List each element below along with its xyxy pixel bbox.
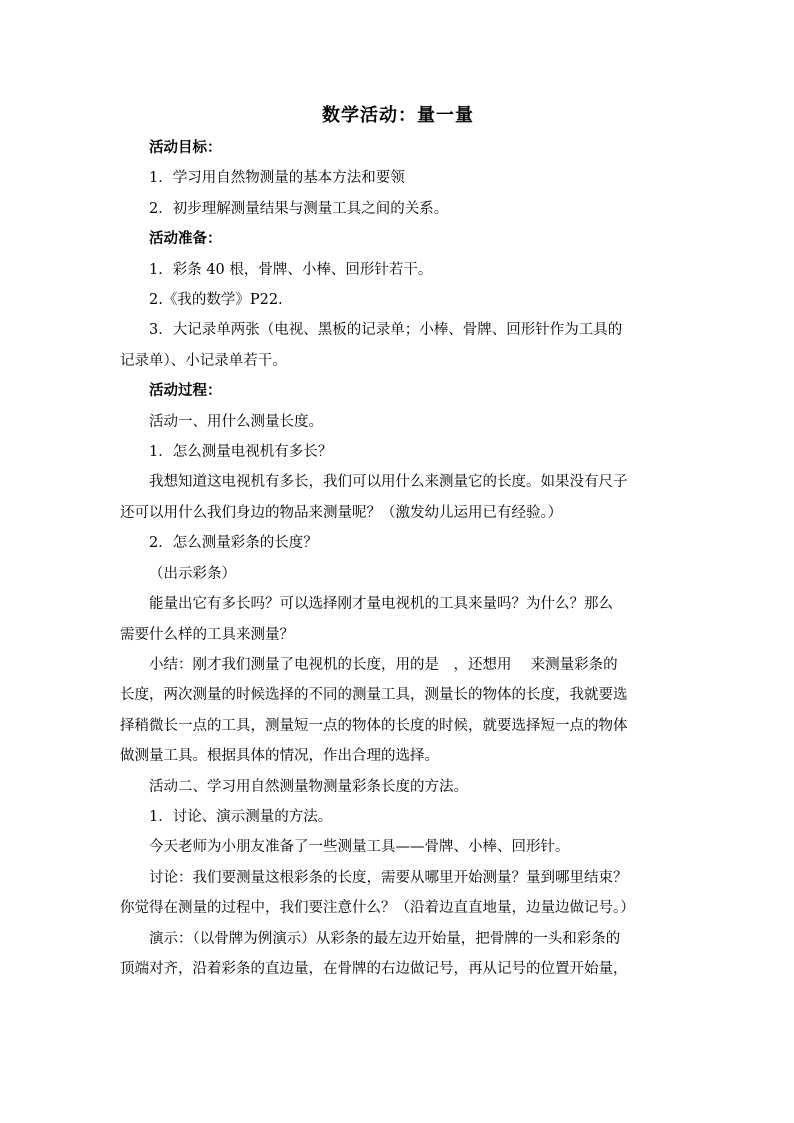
prep-item: 2.《我的数学》P22.: [149, 292, 283, 309]
prep-item: 1．彩条 40 根，骨牌、小棒、回形针若干。: [149, 261, 433, 278]
goals-section: [120, 133, 676, 224]
process-heading: 活动过程：: [149, 382, 222, 400]
goal-item: 2．初步理解测量结果与测量工具之间的关系。: [149, 200, 449, 217]
document-title: 数学活动：量一量: [322, 105, 474, 126]
prep-item-continuation: 记录单）、小记录单若干。: [120, 352, 287, 369]
discussion-line-continuation: 你觉得在测量的过程中，我们要注意什么？（沿着边直直地量，边量边做记号。）: [120, 900, 635, 917]
document-page: [120, 104, 676, 984]
process-line-continuation: 需要什么样的工具来测量？: [120, 626, 294, 643]
demo-line-continuation: 顶端对齐，沿着彩条的直边量，在骨牌的右边做记号，再从记号的位置开始量，: [120, 960, 628, 977]
process-line: 2．怎么测量彩条的长度？: [149, 535, 318, 552]
process-section: [120, 376, 676, 984]
process-line: （出示彩条）: [149, 565, 236, 582]
process-line: 1．怎么测量电视机有多长？: [149, 444, 333, 461]
activity-heading: 活动一、用什么测量长度。: [149, 413, 323, 430]
goal-item: 1．学习用自然物测量的基本方法和要领: [149, 170, 405, 187]
summary-line-continuation: 长度，两次测量的时候选择的不同的测量工具，测量长的物体的长度，我就要选: [120, 687, 628, 704]
process-line: 今天老师为小朋友准备了一些测量工具——骨牌、小棒、回形针。: [149, 839, 570, 856]
discussion-line: 讨论：我们要测量这根彩条的长度，需要从哪里开始测量？量到哪里结束？: [149, 869, 628, 886]
activity-heading: 活动二、学习用自然测量物测量彩条长度的方法。: [149, 778, 468, 795]
process-line-continuation: 还可以用什么我们身边的物品来测量呢？（激发幼儿运用已有经验。）: [120, 504, 563, 521]
demo-line: 演示：（以骨牌为例演示）从彩条的最左边开始量，把骨牌的一头和彩条的: [149, 930, 621, 947]
goals-heading: 活动目标：: [149, 139, 222, 156]
summary-line-continuation: 择稍微长一点的工具，测量短一点的物体的长度的时候，就要选择短一点的物体: [120, 717, 628, 734]
prep-section: [120, 224, 676, 376]
prep-heading: 活动准备：: [149, 230, 222, 248]
prep-item: 3．大记录单两张（电视、黑板的记录单；小棒、骨牌、回形针作为工具的: [149, 322, 623, 339]
process-line: 我想知道这电视机有多长，我们可以用什么来测量它的长度。如果没有尺子: [149, 474, 628, 491]
summary-line-continuation: 做测量工具。根据具体的情况，作出合理的选择。: [120, 748, 439, 765]
summary-line: 小结：刚才我们测量了电视机的长度，用的是 ，还想用 来测量彩条的: [149, 656, 618, 673]
process-line: 能量出它有多长吗？可以选择刚才量电视机的工具来量吗？为什么？那么: [149, 596, 613, 613]
process-line: 1．讨论、演示测量的方法。: [149, 808, 333, 825]
